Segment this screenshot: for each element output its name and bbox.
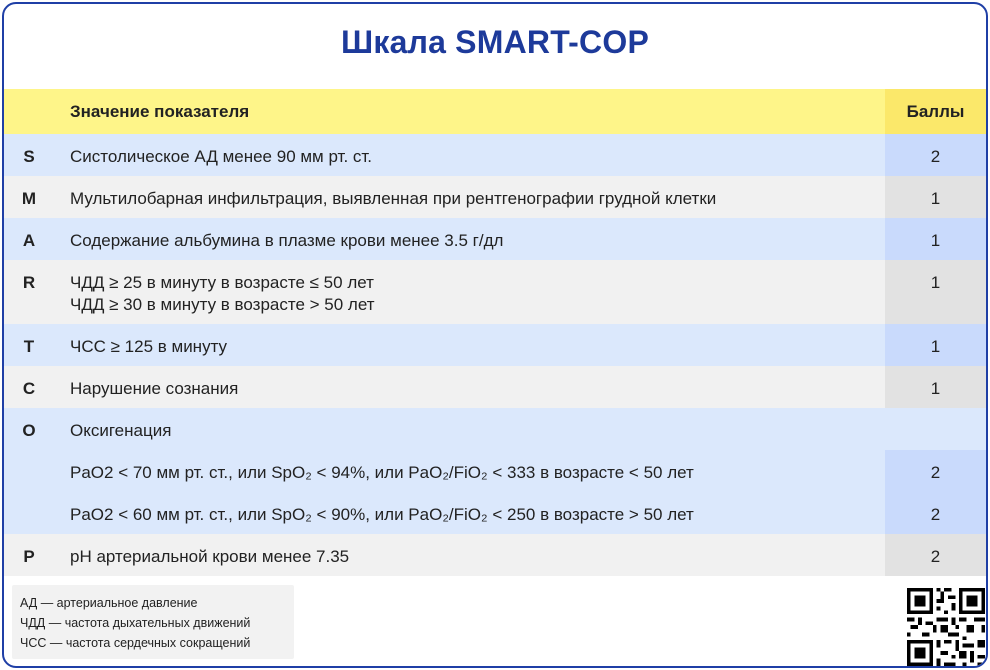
row-description: Систолическое АД менее 90 мм рт. ст. xyxy=(70,147,373,166)
page-title: Шкала SMART-COP xyxy=(341,24,649,60)
table-row xyxy=(4,450,986,492)
table-row xyxy=(4,366,986,408)
row-letter: C xyxy=(22,379,36,398)
row-letter: M xyxy=(21,189,37,208)
row-letter: O xyxy=(22,421,36,440)
smart-cop-card xyxy=(2,2,988,668)
row-letter: S xyxy=(23,147,35,166)
row-description-line: ЧДД ≥ 30 в минуту в возрасте > 50 лет xyxy=(70,295,375,314)
table-row xyxy=(4,260,986,324)
row-description-line: ЧДД ≥ 25 в минуту в возрасте ≤ 50 лет xyxy=(70,273,374,292)
row-points: 1 xyxy=(930,379,941,398)
table-row xyxy=(4,534,986,576)
table-row xyxy=(4,218,986,260)
table-row xyxy=(4,408,986,450)
row-letter: P xyxy=(23,547,35,566)
qr-code-icon[interactable] xyxy=(907,588,985,666)
row-description: Мультилобарная инфильтрация, выявленная при рентгенографии грудной клетки xyxy=(70,189,717,208)
table-row xyxy=(4,492,986,534)
header-description: Значение показателя xyxy=(54,89,885,134)
row-points: 2 xyxy=(930,147,941,166)
table-row xyxy=(4,134,986,176)
row-letter: A xyxy=(22,231,36,250)
legend-item: АД — артериальное давление xyxy=(20,596,198,610)
row-points: 2 xyxy=(930,547,941,566)
row-letter: R xyxy=(22,273,36,292)
legend-item: ЧДД — частота дыхательных движений xyxy=(20,616,251,630)
table-row xyxy=(4,176,986,218)
row-points: 1 xyxy=(930,189,941,208)
header-letter xyxy=(4,89,54,134)
row-description: pH артериальной крови менее 7.35 xyxy=(70,547,350,566)
row-points: 2 xyxy=(930,463,941,482)
abbreviation-legend xyxy=(12,585,294,659)
row-description: ЧСС ≥ 125 в минуту xyxy=(70,337,228,356)
row-description: Оксигенация xyxy=(70,421,172,440)
row-points xyxy=(885,408,986,420)
score-table xyxy=(4,89,986,576)
row-points: 2 xyxy=(930,505,941,524)
row-letter: T xyxy=(23,337,35,356)
legend-item: ЧСС — частота сердечных сокращений xyxy=(20,636,251,650)
row-points: 1 xyxy=(930,231,941,250)
row-description: Нарушение сознания xyxy=(70,379,239,398)
row-description: Содержание альбумина в плазме крови менее 3.5 г/дл xyxy=(70,231,504,250)
row-description: PaO2 < 60 мм рт. ст., или SpO₂ < 90%, или PaO₂/FiO₂ < 250 в возрасте > 50 лет xyxy=(70,505,694,524)
row-letter xyxy=(4,450,54,462)
table-row xyxy=(4,324,986,366)
table-header xyxy=(4,89,986,134)
row-letter xyxy=(4,492,54,504)
row-points: 1 xyxy=(930,337,941,356)
header-points: Баллы xyxy=(885,89,986,134)
row-points: 1 xyxy=(930,273,941,292)
row-description: PaO2 < 70 мм рт. ст., или SpO₂ < 94%, или PaO₂/FiO₂ < 333 в возрасте < 50 лет xyxy=(70,463,694,482)
